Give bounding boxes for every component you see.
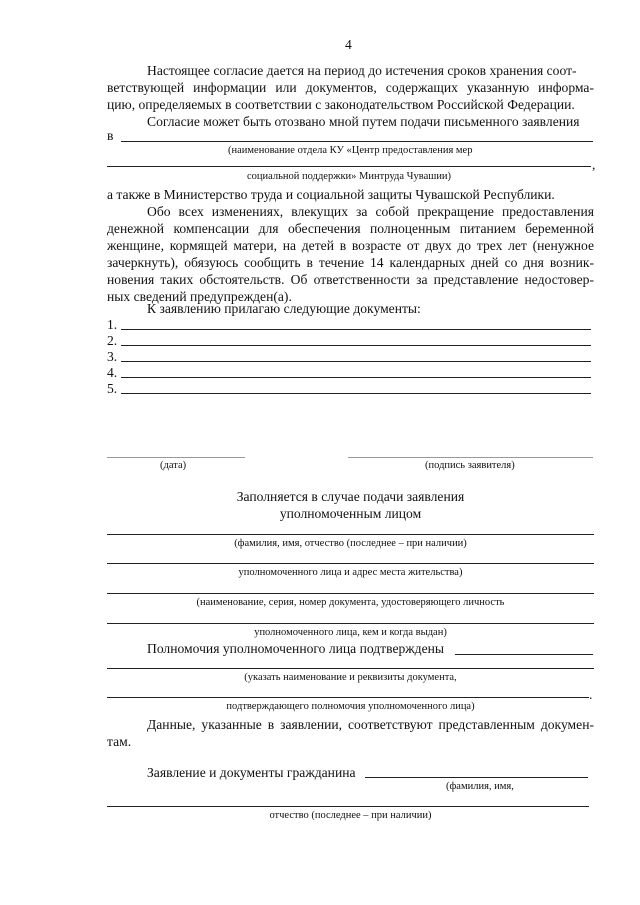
representative-heading-2: уполномоченным лицом [279, 506, 422, 521]
representative-hint-3: (наименование, серия, номер документа, удостоверяющего личность [196, 597, 505, 608]
changes-line-3: женщине, кормящей матери, на детей в возрасте от двух до трех лет (ненужное [107, 238, 594, 253]
consent-period-line-2: ветствующей информации или документов, содержащих указанную информа- [107, 80, 594, 95]
citizen-hint-2: отчество (последнее – при наличии) [269, 810, 432, 821]
powers-period: . [589, 687, 593, 702]
powers-confirmed-text: Полномочия уполномоченного лица подтверждены [147, 641, 445, 656]
citizen-hint-1: (фамилия, имя, [446, 781, 514, 792]
department-hint-2: социальной поддержки» Минтруда Чувашии) [247, 171, 452, 182]
powers-hint-1: (указать наименование и реквизиты документа, [244, 672, 457, 683]
powers-document-line[interactable] [107, 668, 594, 669]
attachment-number: 4. [107, 365, 118, 380]
representative-hint-1: (фамилия, имя, отчество (последнее – при наличии) [234, 538, 467, 549]
attachments-intro: К заявлению прилагаю следующие документы: [147, 301, 421, 316]
changes-line-4: зачеркнуть), обязуюсь сообщить в течение 14 календарных дней со дня возник- [107, 255, 594, 270]
attachment-number: 2. [107, 333, 118, 348]
attachment-line[interactable] [121, 361, 591, 362]
ministry-line: а также в Министерство труда и социальной защиты Чувашской Республики. [107, 187, 555, 202]
changes-line-1: Обо всех изменениях, влекущих за собой прекращение предоставления [147, 204, 594, 219]
department-hint-1: (наименование отдела КУ «Центр предоставления мер [228, 145, 473, 156]
date-field-line[interactable] [107, 457, 245, 458]
page-number: 4 [345, 37, 352, 52]
consent-period-line-3: цию, определяемых в соответствии с законодательством Российской Федерации. [107, 97, 575, 112]
powers-hint-2: подтверждающего полномочия уполномоченного лица) [226, 701, 475, 712]
department-field-line[interactable] [121, 141, 593, 142]
signature-label: (подпись заявителя) [425, 460, 515, 471]
attachment-line[interactable] [121, 377, 591, 378]
representative-issued-line[interactable] [107, 623, 594, 624]
consent-period-line-1: Настоящее согласие дается на период до истечения сроков хранения соот- [147, 63, 577, 78]
representative-hint-4: уполномоченного лица, кем и когда выдан) [254, 627, 447, 638]
data-match-line-1: Данные, указанные в заявлении, соответствуют представленным докумен- [147, 717, 594, 732]
attachment-number: 5. [107, 381, 118, 396]
revoke-prefix: в [107, 128, 114, 143]
attachment-line[interactable] [121, 393, 591, 394]
consent-revoke-text: Согласие может быть отозвано мной путем подачи письменного заявления [147, 114, 580, 129]
powers-document-line-2[interactable] [107, 697, 589, 698]
citizen-name-field-line[interactable] [365, 777, 588, 778]
attachment-line[interactable] [121, 345, 591, 346]
changes-line-6: ных сведений предупрежден(а). [107, 289, 292, 304]
department-field-line-2[interactable] [107, 166, 591, 167]
citizen-patronymic-line[interactable] [107, 806, 589, 807]
attachment-number: 1. [107, 317, 118, 332]
representative-id-doc-line[interactable] [107, 593, 594, 594]
data-match-line-2: там. [107, 734, 132, 749]
citizen-documents-text: Заявление и документы гражданина [147, 765, 356, 780]
representative-heading-1: Заполняется в случае подачи заявления [236, 489, 465, 504]
department-comma: , [592, 157, 596, 172]
date-label: (дата) [160, 460, 187, 471]
signature-field-line[interactable] [348, 457, 593, 458]
attachment-line[interactable] [121, 329, 591, 330]
powers-confirmed-field-line[interactable] [455, 654, 593, 655]
representative-address-line[interactable] [107, 563, 594, 564]
changes-line-2: денежной компенсации для обеспечения полноценным питанием беременной [107, 221, 594, 236]
changes-line-5: новения таких обстоятельств. Об ответственности за представление недостовер- [107, 272, 594, 287]
representative-name-line[interactable] [107, 534, 594, 535]
attachment-number: 3. [107, 349, 118, 364]
representative-hint-2: уполномоченного лица и адрес места жительства) [238, 567, 463, 578]
